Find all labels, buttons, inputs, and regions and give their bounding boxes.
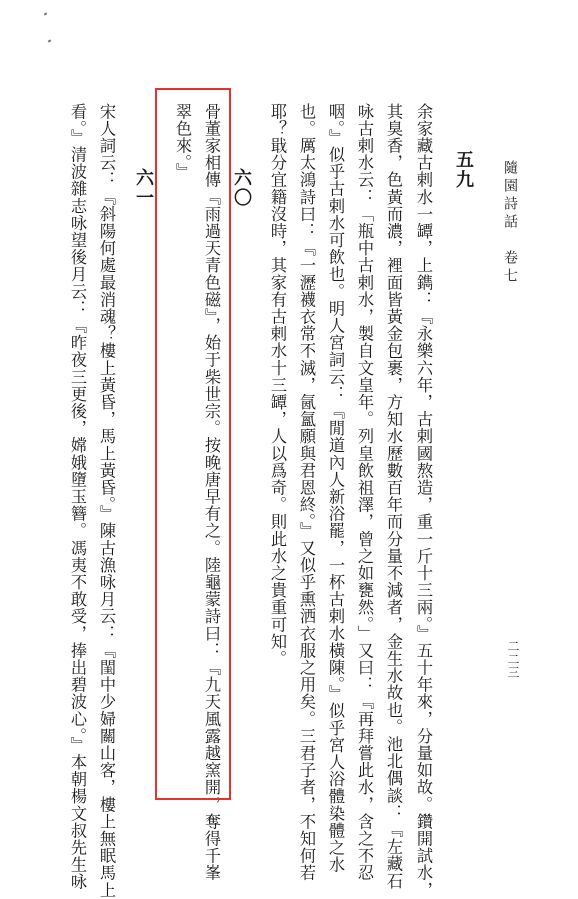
text-column: 其臭香，色黃而濃，裡面皆黃金包裹，方知水歷數百年而分量不減者，金生水故也。池北偶談：『左藏石 — [384, 103, 403, 890]
text-column: 也。厲太鴻詩曰：『一瀝襪衣常不滅，氤氳願與君恩終。』又似乎熏洒衣服之用矣。三君子者，不知何若 — [297, 103, 316, 882]
highlight-box — [155, 88, 231, 882]
text-column: 翠色來。』 — [173, 103, 192, 181]
text-column: 咽。』似乎古剌水可飲也。明人宮詞云：『閒道內人新浴罷，一杯古剌水橫陳。』似乎宮人浴體染體之水 — [326, 103, 345, 874]
print-speck — [48, 39, 52, 42]
running-header: 隨園詩話 卷七 — [502, 160, 518, 286]
text-column: 看。』清波雜志咏望後月云：『昨夜三更後，嫦娥墮玉簪。馮夷不敢受，捧出碧波心。』本朝楊文叔先生咏 — [68, 103, 87, 891]
text-column: 骨董家相傳『雨過天青色磁』，始于柴世宗。按晚唐早有之。陸龜蒙詩曰：『九天風露越窯開，奪得千峯 — [202, 103, 221, 882]
entry-number: 六〇 — [231, 168, 252, 208]
print-speck — [44, 12, 48, 15]
text-column: 咏古剌水云：「瓶中古剌水，製自文皇年。列皇飲祖澤，曾之如甕然。」又曰：『再拜嘗此水，含之不忍 — [355, 103, 374, 882]
page-number: 二二三 — [506, 640, 520, 679]
entry-number: 五九 — [453, 150, 474, 190]
text-column: 余家藏古剌水一罈，上鐫：『永樂六年，古剌國熬造，重一斤十三兩。』五十年來，分量如故。鑽開試水， — [414, 103, 433, 899]
text-column: 耶？戢分宜籍沒時，其家有古剌水十三罈，人以爲奇。則此水之貴重可知。 — [268, 103, 287, 668]
entry-number: 六一 — [133, 168, 154, 208]
text-column: 宋人詞云：『斜陽何處最消魂？樓上黃昏，馬上黃昏。』陳古漁咏月云：『閨中少婦關山客，樓上無眠馬上 — [97, 103, 116, 899]
